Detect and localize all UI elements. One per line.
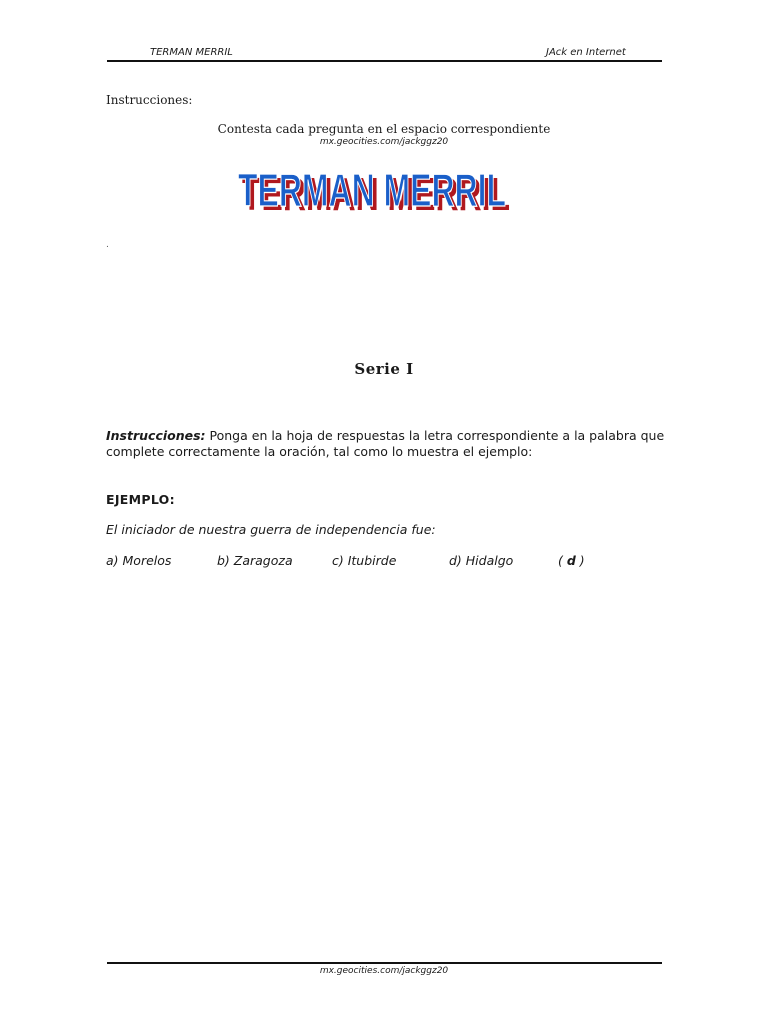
intro-label: Instrucciones: — [106, 93, 193, 107]
stray-mark: . — [106, 240, 109, 250]
footer-url: mx.geocities.com/jackggz20 — [319, 966, 449, 976]
example-question: El iniciador de nuestra guerra de independencia fue: — [106, 522, 436, 537]
footer-divider — [107, 962, 662, 964]
answer-open-paren: ( — [558, 553, 567, 568]
example-answer — [558, 553, 585, 568]
svg-text:TERMAN MERRIL: TERMAN MERRIL — [238, 164, 506, 215]
answer-close-paren: ) — [575, 553, 585, 568]
terman-merril-logo — [233, 163, 513, 215]
option-c: c) Itubirde — [332, 553, 397, 568]
instructions-text: Ponga en la hoja de respuestas la letra correspondiente a la palabra que complete correctamente la oración, tal como lo muestra el ejemplo: — [106, 428, 665, 459]
svg-text:TERMAN MERRIL: TERMAN MERRIL — [242, 168, 510, 215]
answer-letter: d — [566, 553, 576, 568]
header-right-title: JAck en Internet — [546, 47, 626, 58]
header-left-title: TERMAN MERRIL — [150, 47, 233, 58]
instructions-label: Instrucciones: — [106, 428, 206, 443]
option-d: d) Hidalgo — [449, 553, 514, 568]
section-title: Serie I — [354, 360, 414, 378]
header-divider — [107, 60, 662, 62]
example-heading: EJEMPLO: — [106, 492, 175, 507]
option-a: a) Morelos — [106, 553, 172, 568]
option-b: b) Zaragoza — [217, 553, 293, 568]
intro-url: mx.geocities.com/jackggz20 — [319, 137, 449, 147]
intro-instruction: Contesta cada pregunta en el espacio correspondiente — [217, 122, 551, 136]
instructions-paragraph — [106, 428, 666, 460]
